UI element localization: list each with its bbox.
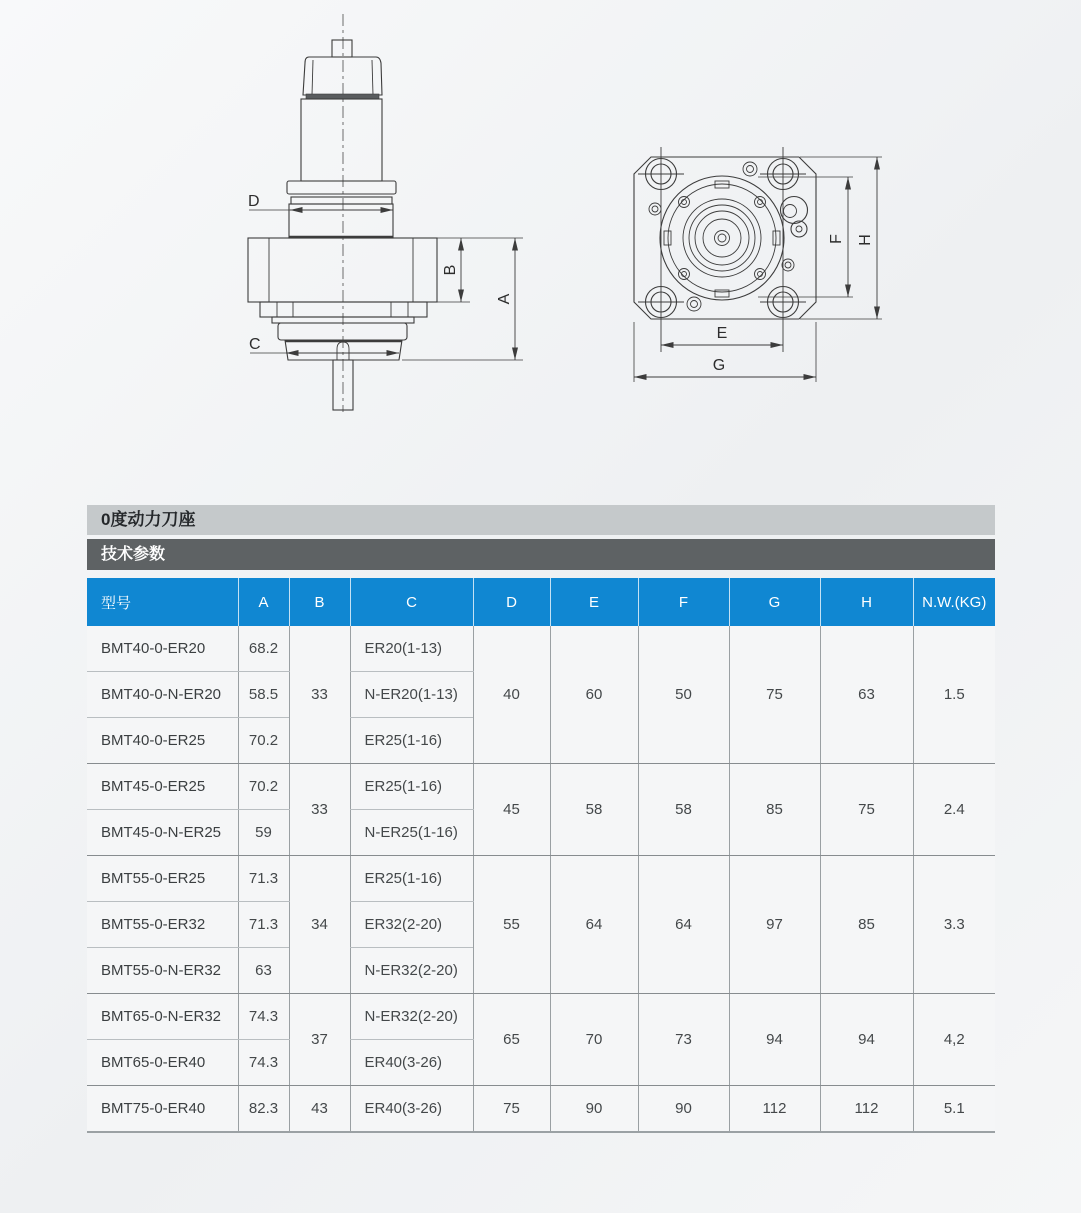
table-cell: 74.3 [238, 994, 289, 1040]
table-cell: 4,2 [913, 994, 995, 1086]
table-cell: BMT40-0-ER25 [87, 718, 238, 764]
table-cell: BMT55-0-ER32 [87, 902, 238, 948]
table-cell: 65 [473, 994, 550, 1086]
table-cell: 70.2 [238, 718, 289, 764]
table-cell: 75 [473, 1086, 550, 1133]
table-cell: 37 [289, 994, 350, 1086]
table-cell: 33 [289, 764, 350, 856]
table-cell: ER25(1-16) [350, 764, 473, 810]
table-cell: 34 [289, 856, 350, 994]
dim-label-h: H [857, 234, 874, 246]
col-header-g: G [729, 578, 820, 626]
spec-section [87, 505, 995, 1133]
table-cell: 74.3 [238, 1040, 289, 1086]
dim-label-e: E [716, 325, 728, 342]
col-header-d: D [473, 578, 550, 626]
section-title: 0度动力刀座 [87, 505, 995, 535]
table-cell: 68.2 [238, 626, 289, 672]
dim-label-d: D [248, 193, 260, 210]
table-cell: ER40(3-26) [350, 1040, 473, 1086]
table-cell: 90 [550, 1086, 638, 1133]
table-cell: 73 [638, 994, 729, 1086]
table-cell: 63 [238, 948, 289, 994]
table-cell: N-ER25(1-16) [350, 810, 473, 856]
table-row [87, 626, 995, 672]
table-cell: BMT55-0-N-ER32 [87, 948, 238, 994]
col-header-f: F [638, 578, 729, 626]
table-cell: 70 [550, 994, 638, 1086]
col-header-model: 型号 [87, 578, 238, 626]
table-cell: 58.5 [238, 672, 289, 718]
table-cell: BMT75-0-ER40 [87, 1086, 238, 1133]
table-cell: 58 [550, 764, 638, 856]
table-cell: N-ER20(1-13) [350, 672, 473, 718]
table-cell: 50 [638, 626, 729, 764]
table-cell: N-ER32(2-20) [350, 994, 473, 1040]
table-row [87, 856, 995, 902]
col-header-nw: N.W.(KG) [913, 578, 995, 626]
table-cell: 85 [729, 764, 820, 856]
table-cell: BMT65-0-N-ER32 [87, 994, 238, 1040]
table-cell: 40 [473, 626, 550, 764]
section-subtitle: 技术参数 [87, 539, 995, 570]
table-cell: 45 [473, 764, 550, 856]
table-row [87, 764, 995, 810]
table-cell: 58 [638, 764, 729, 856]
col-header-c: C [350, 578, 473, 626]
table-row [87, 994, 995, 1040]
table-cell: 75 [729, 626, 820, 764]
table-cell: 94 [729, 994, 820, 1086]
table-cell: 63 [820, 626, 913, 764]
table-header-row [87, 578, 995, 626]
table-cell: 60 [550, 626, 638, 764]
dim-label-c: C [249, 336, 261, 353]
technical-drawings [0, 0, 1081, 480]
table-cell: 82.3 [238, 1086, 289, 1133]
table-cell: 71.3 [238, 856, 289, 902]
dim-label-f: F [828, 234, 845, 244]
table-cell: 2.4 [913, 764, 995, 856]
dim-label-g: G [712, 357, 726, 374]
col-header-b: B [289, 578, 350, 626]
side-view-drawing [248, 14, 523, 412]
table-cell: ER20(1-13) [350, 626, 473, 672]
front-view-drawing [634, 147, 882, 382]
col-header-e: E [550, 578, 638, 626]
table-cell: 94 [820, 994, 913, 1086]
table-cell: 55 [473, 856, 550, 994]
table-row [87, 1086, 995, 1133]
spec-table [87, 578, 995, 1133]
table-cell: BMT65-0-ER40 [87, 1040, 238, 1086]
table-cell: 70.2 [238, 764, 289, 810]
table-cell: 75 [820, 764, 913, 856]
dim-label-a: A [496, 293, 513, 305]
table-cell: ER25(1-16) [350, 718, 473, 764]
col-header-a: A [238, 578, 289, 626]
table-cell: N-ER32(2-20) [350, 948, 473, 994]
table-cell: BMT40-0-N-ER20 [87, 672, 238, 718]
table-cell: ER40(3-26) [350, 1086, 473, 1133]
table-cell: 112 [820, 1086, 913, 1133]
table-cell: BMT45-0-N-ER25 [87, 810, 238, 856]
table-cell: 3.3 [913, 856, 995, 994]
table-cell: 43 [289, 1086, 350, 1133]
table-cell: ER25(1-16) [350, 856, 473, 902]
table-cell: ER32(2-20) [350, 902, 473, 948]
dim-label-b: B [442, 264, 459, 276]
table-cell: BMT40-0-ER20 [87, 626, 238, 672]
table-cell: 1.5 [913, 626, 995, 764]
table-cell: 97 [729, 856, 820, 994]
table-cell: 5.1 [913, 1086, 995, 1133]
table-cell: 64 [638, 856, 729, 994]
spec-table-body [87, 626, 995, 1132]
table-cell: 90 [638, 1086, 729, 1133]
table-cell: BMT45-0-ER25 [87, 764, 238, 810]
table-cell: BMT55-0-ER25 [87, 856, 238, 902]
table-cell: 112 [729, 1086, 820, 1133]
table-cell: 85 [820, 856, 913, 994]
table-cell: 33 [289, 626, 350, 764]
table-cell: 59 [238, 810, 289, 856]
col-header-h: H [820, 578, 913, 626]
table-cell: 64 [550, 856, 638, 994]
table-cell: 71.3 [238, 902, 289, 948]
